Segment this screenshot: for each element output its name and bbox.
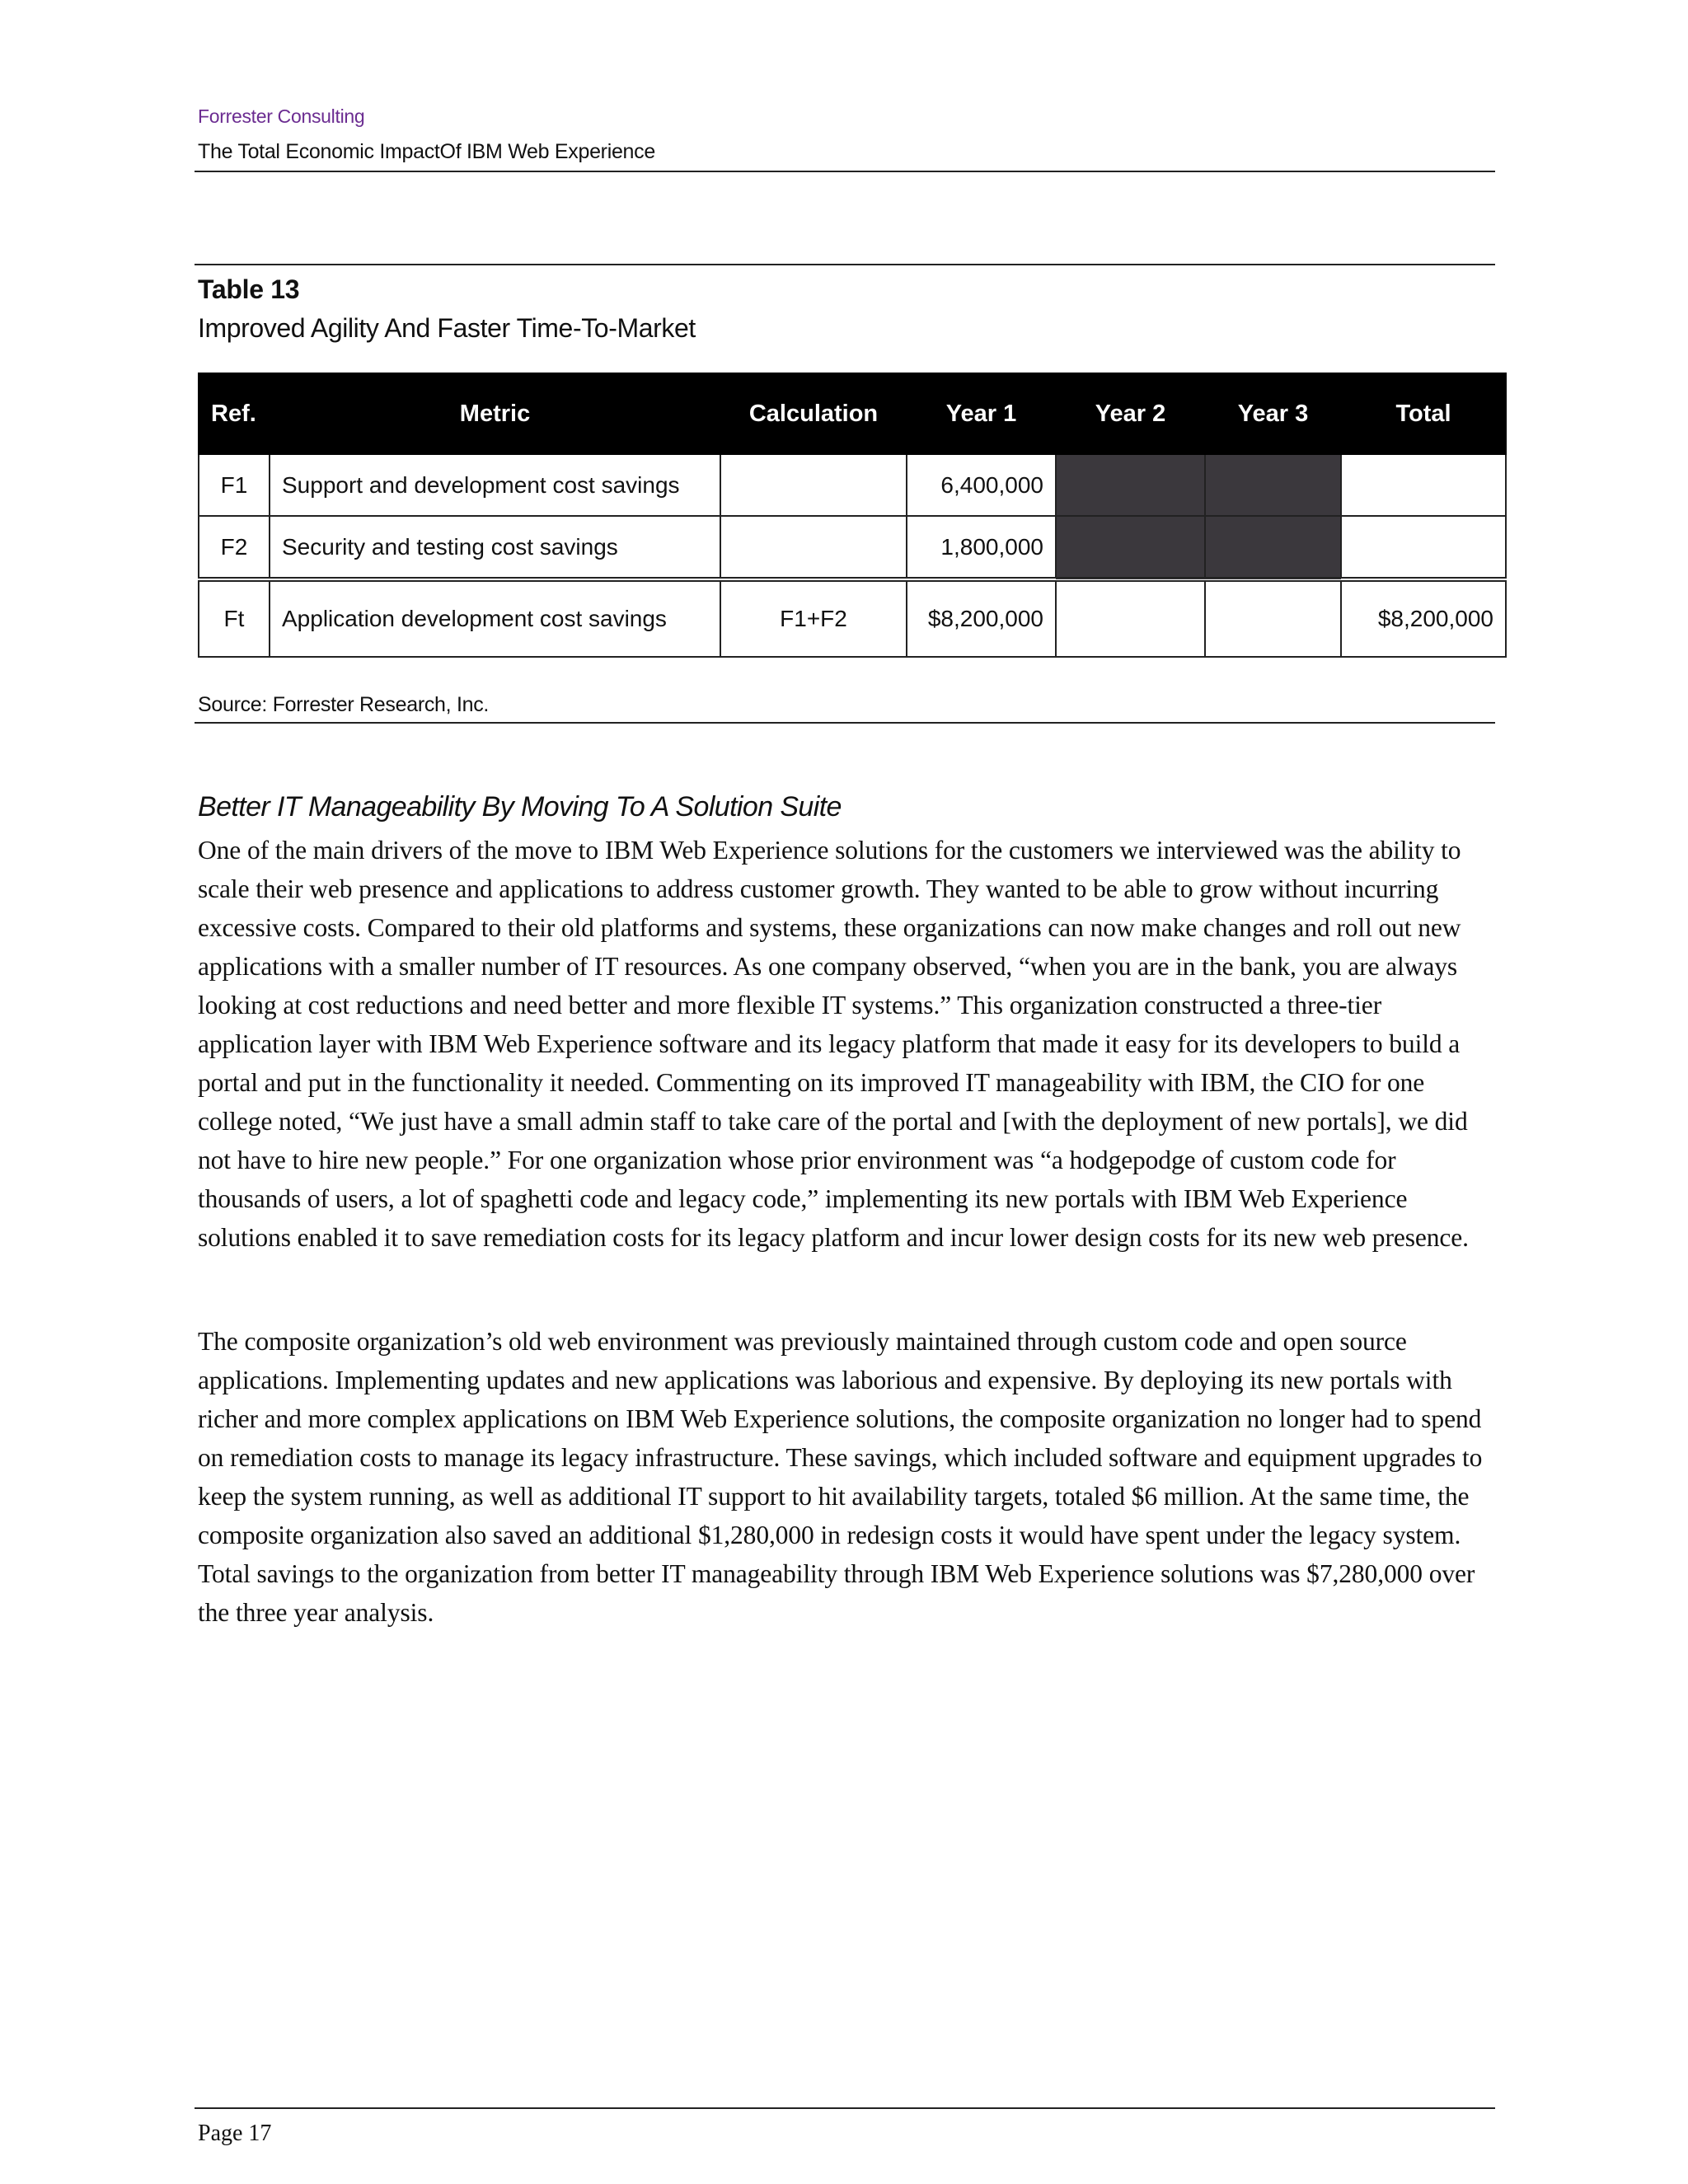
table-top-divider xyxy=(195,264,1495,265)
cell-year2-shaded xyxy=(1056,516,1205,579)
cell-metric: Support and development cost savings xyxy=(270,454,720,516)
cell-total xyxy=(1341,516,1506,579)
table-caption: Improved Agility And Faster Time-To-Market xyxy=(198,313,696,343)
cell-metric: Security and testing cost savings xyxy=(270,516,720,579)
table-row xyxy=(199,516,1506,579)
cell-year2 xyxy=(1056,579,1205,657)
cell-year3-shaded xyxy=(1205,454,1341,516)
cell-year2-shaded xyxy=(1056,454,1205,516)
footer-divider xyxy=(195,2107,1495,2109)
column-header-total: Total xyxy=(1341,373,1506,454)
column-header-calculation: Calculation xyxy=(720,373,907,454)
column-header-metric: Metric xyxy=(270,373,720,454)
header-divider xyxy=(195,171,1495,172)
cell-total xyxy=(1341,454,1506,516)
cell-calculation: F1+F2 xyxy=(720,579,907,657)
table-row xyxy=(199,454,1506,516)
body-paragraph: One of the main drivers of the move to IBM Web Experience solutions for the customers we interviewed was the ability to scale their web presence and applications to address customer growth. They wanted to be able to grow without incurring excessive costs. Compared to their old platforms and systems, these organizations can now make changes and roll out new applications with a smaller number of IT resources. As one company observed, “when you are in the bank, you are always looking at cost reductions and need better and more flexible IT systems.” This organization constructed a three-tier application layer with IBM Web Experience software and its legacy platform that made it easy for its developers to build a portal and put in the functionality it needed. Commenting on its improved IT manageability with IBM, the CIO for one college noted, “We just have a small admin staff to take care of the portal and [with the deployment of new portals], we did not have to hire new people.” For one organization whose prior environment was “a hodgepodge of custom code for thousands of users, a lot of spaghetti code and legacy code,” implementing its new portals with IBM Web Experience solutions enabled it to save remediation costs for its legacy platform and incur lower design costs for its new web presence. xyxy=(198,836,1469,1252)
cell-total: $8,200,000 xyxy=(1341,579,1506,657)
cell-ref: F1 xyxy=(199,454,270,516)
cost-savings-table xyxy=(198,373,1507,658)
table-header-row xyxy=(199,373,1506,454)
brand-name: Forrester Consulting xyxy=(198,105,365,127)
cell-year3 xyxy=(1205,579,1341,657)
cell-ref: F2 xyxy=(199,516,270,579)
cell-year1: 1,800,000 xyxy=(907,516,1056,579)
column-header-ref: Ref. xyxy=(199,373,270,454)
document-title: The Total Economic ImpactOf IBM Web Experience xyxy=(198,140,655,163)
cell-year3-shaded xyxy=(1205,516,1341,579)
page-number: Page 17 xyxy=(198,2121,272,2146)
column-header-year2: Year 2 xyxy=(1056,373,1205,454)
cell-metric: Application development cost savings xyxy=(270,579,720,657)
cell-calculation xyxy=(720,516,907,579)
table-label: Table 13 xyxy=(198,274,300,304)
cell-calculation xyxy=(720,454,907,516)
cell-year1: 6,400,000 xyxy=(907,454,1056,516)
source-divider xyxy=(195,722,1495,724)
section-heading: Better IT Manageability By Moving To A Solution Suite xyxy=(198,791,842,823)
column-header-year3: Year 3 xyxy=(1205,373,1341,454)
table-total-row xyxy=(199,579,1506,657)
cell-year1: $8,200,000 xyxy=(907,579,1056,657)
table-source: Source: Forrester Research, Inc. xyxy=(198,693,490,716)
cell-ref: Ft xyxy=(199,579,270,657)
body-paragraph: The composite organization’s old web environment was previously maintained through custom code and open source applications. Implementing updates and new applications was laborious and expensive. By deploying its new portals with richer and more complex applications on IBM Web Experience solutions, the composite organization no longer had to spend on remediation costs to manage its legacy infrastructure. These savings, which included software and equipment upgrades to keep the system running, as well as additional IT support to hit availability targets, totaled $6 million. At the same time, the composite organization also saved an additional $1,280,000 in redesign costs it would have spent under the legacy system. Total savings to the organization from better IT manageability through IBM Web Experience solutions was $7,280,000 over the three year analysis. xyxy=(198,1327,1483,1627)
column-header-year1: Year 1 xyxy=(907,373,1056,454)
